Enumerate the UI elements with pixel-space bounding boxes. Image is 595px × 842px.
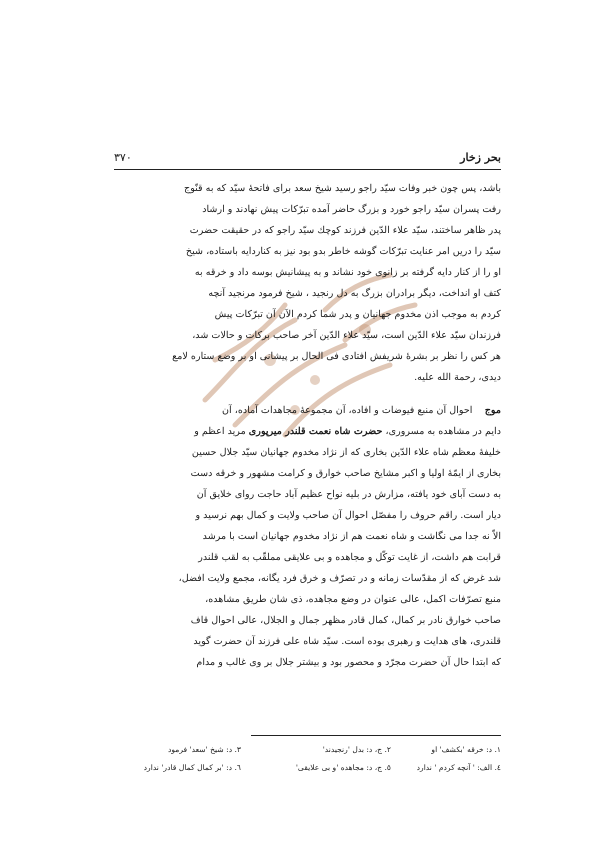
text-line: هر کس را نظر بر بشرهٔ شریفش افتادی فی الحال بر پیشانی او بر وضع ستاره لامع [172,351,501,362]
text-span: دایم در مشاهده به مسروری، [382,426,501,437]
section-heading: موج [484,405,501,416]
text-line [114,421,501,442]
text-line: دیدی، رحمة الله علیه. [414,372,501,383]
footnote-row [114,742,501,758]
text-line: باشد، پس چون خبر وفات سیّد راجو رسید شیخ سعد برای فاتحهٔ سیّد که به قنّوج [184,183,501,194]
page-header [114,151,501,170]
footnote: ٣. د: شیخ 'سعد' فرمود [167,745,241,754]
footnote: ٤. الف: ' آنچه کردم ' ندارد [416,763,501,772]
text-line: شد غرض که از مقدّسات زمانه و در تصرّف و خرق فرد یگانه، مجمع ولایت افضل، [178,573,501,584]
footnote-row [114,760,501,776]
text-line: که ابتدا حال آن حضرت مجرّد و محصور بود و بیشتر جلال بر وی غالب و مدام [196,657,501,668]
text-line: بخاری از ایمّهٔ اولیا و اکبر مشایخ صاحب خوارق و کرامت مشهور و خرقه دست [190,468,501,479]
footnote: ٦. د: 'بر کمال کمال قادر' ندارد [143,763,241,772]
text-line: الاّ نه جدا می نگاشت و شاه نعمت هم از نژاد مخدوم جهانیان است با مرشد [202,531,501,542]
text-line: صاحب خوارق نادر بر کمال، کمال قادر مظهر جمال و الجلال، عالی احوال قاف [190,615,501,626]
text-line: سیّد را دریں امر عنایت تبرّکات گوشه خاطر بدو بود نیز به کناردایه باستاده، شیخ [185,246,501,257]
text-line: فرزندان سیّد علاء الدّین است، سیّد علاء الدّین آخر صاحب برکات و حالات شد، [192,330,501,341]
bold-name: حضرت شاه نعمت قلندر میرپوری [248,426,383,437]
text-line: منبع تصرّفات اکمل، عالی عنوان در وضع مجاهده، ذی شان طریق مشاهده، [205,594,501,605]
text-line: قلندری، های هدایت و رهبری بوده است. سیّد شاه علی فرزند آن حضرت گوید [193,636,501,647]
text-line: دیار است. راقم حروف را مفصّل احوال آن صاحب ولایت و کمال بهم نرسید و [195,510,501,521]
text-line: پدر ظاهر ساختند، سیّد علاء الدّین فرزند کوچك سیّد راجو که در حقیقت حضرت [189,225,501,236]
text-line: کردم به موجب اذن مخدوم جهانیان و پدر شما کردم الآن آن تبرّکات پیش [214,309,501,320]
text-line: او را از کنار دایه گرفته بر زانوی خود نشاند و به پیشانیش بوسه داد و خرقه به [194,267,501,278]
text-span: احوال آن منبع فیوضات و افاده، آن مجموعهٔ مجاهدات آماده، آن [222,405,473,416]
text-line [114,400,501,421]
text-span: مرید اعظم و [194,426,249,437]
text-line: رفت پسران سیّد راجو خورد و بزرگ حاضر آمده تبرّکات پیش نهادند و ارشاد [202,204,501,215]
text-line: خلیفهٔ معظم شاه علاء الدّین بخاری که از نژاد مخدوم جهانیان سیّد جلال حسین [191,447,501,458]
text-line: کتف او انداخت، دیگر برادران بزرگ به دل رنجید ، شیخ فرمود مرنجید آنچه [208,288,501,299]
footnote: ٢. ج، د: بدل 'رنجیدند' [322,745,391,754]
text-line: به دست آبای خود یافته، مزارش در بلیه نواح عظیم آباد حاجت روای خلایق آن [196,489,501,500]
running-title: بحر زخار [460,151,501,164]
footnote: ٥. ج، د: مجاهده 'و بی علایقی' [295,763,391,772]
footnote: ١. د: خرقه 'بکشف' او [431,745,501,754]
footnote-divider [251,735,501,736]
text-line: قرابت هم داشت، از غایت توکّل و مجاهده و بی علایقی مملقّب به لقب قلندر [198,552,501,563]
page-number: ٣٧٠ [114,151,132,164]
body-text [114,178,501,673]
